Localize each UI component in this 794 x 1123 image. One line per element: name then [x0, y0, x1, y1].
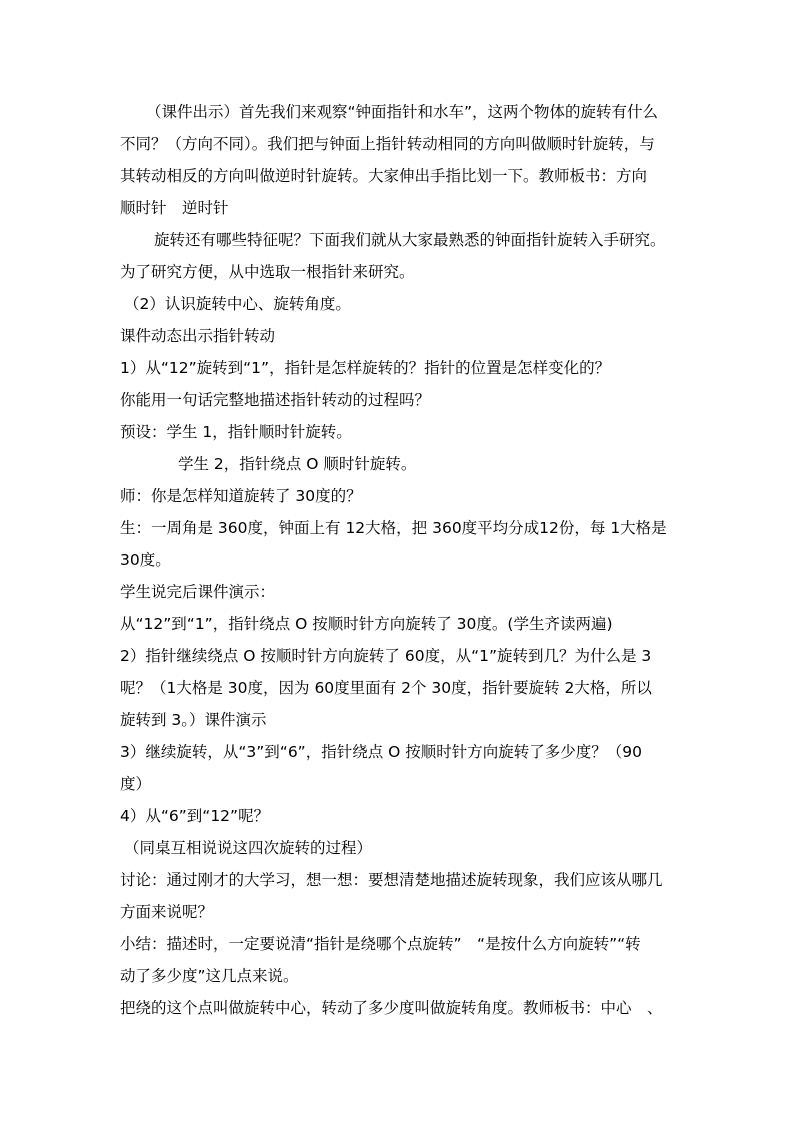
paragraph-line: 课件动态出示指针转动	[120, 327, 276, 345]
paragraph-line: （同桌互相说说这四次旋转的过程）	[124, 839, 373, 857]
question-line: 1）从“12”旋转到“1”，指针是怎样旋转的？指针的位置是怎样变化的？	[120, 359, 611, 377]
paragraph-line: 学生说完后课件演示：	[120, 583, 276, 601]
paragraph-line: 你能用一句话完整地描述指针转动的过程吗？	[120, 391, 431, 409]
lesson-text	[120, 96, 690, 1024]
paragraph-line: 为了研究方便，从中选取一根指针来研究。	[120, 263, 415, 281]
paragraph-line: 不同？（方向不同）。我们把与钟面上指针转动相同的方向叫做顺时针旋转，与	[120, 135, 655, 153]
paragraph-line: 旋转还有哪些特征呢？下面我们就从大家最熟悉的钟面指针旋转入手研究。	[154, 231, 666, 249]
paragraph-line: 把绕的这个点叫做旋转中心，转动了多少度叫做旋转角度。教师板书：中心 、	[120, 999, 663, 1017]
paragraph-line: 旋转到 3。）课件演示	[120, 711, 267, 729]
paragraph-line: 学生 2，指针绕点 O 顺时针旋转。	[178, 455, 417, 473]
paragraph-line: 生：一周角是 360度，钟面上有 12大格，把 360度平均分成12份，每 1大格是	[120, 519, 667, 537]
paragraph-line: 方面来说呢？	[120, 903, 214, 921]
paragraph-line: 其转动相反的方向叫做逆时针旋转。大家伸出手指比划一下。教师板书：方向	[120, 167, 648, 185]
paragraph-line: 度）	[120, 775, 152, 793]
section-heading: （2）认识旋转中心、旋转角度。	[124, 295, 351, 313]
paragraph-line: （课件出示）首先我们来观察“钟面指针和水车”，这两个物体的旋转有什么	[146, 103, 659, 121]
question-line: 3）继续旋转，从“3”到“6”，指针绕点 O 按顺时针方向旋转了多少度？（90	[120, 743, 642, 761]
paragraph-line: 讨论：通过刚才的大学习，想一想：要想清楚地描述旋转现象，我们应该从哪几	[120, 871, 663, 889]
paragraph-line: 顺时针 逆时针	[120, 199, 229, 217]
question-line: 4）从“6”到“12”呢？	[120, 807, 270, 825]
question-line: 2）指针继续绕点 O 按顺时针方向旋转了 60度，从“1”旋转到几？为什么是 3	[120, 647, 652, 665]
paragraph-line: 预设：学生 1，指针顺时针旋转。	[120, 423, 352, 441]
paragraph-line: 师：你是怎样知道旋转了 30度的？	[120, 487, 362, 505]
paragraph-line: 30度。	[120, 551, 171, 569]
paragraph-line: 从“12”到“1”，指针绕点 O 按顺时针方向旋转了 30度。(学生齐读两遍)	[120, 615, 613, 633]
paragraph-line: 小结：描述时，一定要说清“指针是绕哪个点旋转” “是按什么方向旋转”“转	[120, 935, 641, 953]
paragraph-line: 呢？（1大格是 30度，因为 60度里面有 2个 30度，指针要旋转 2大格，所以	[120, 679, 652, 697]
paragraph-line: 动了多少度”这几点来说。	[120, 967, 299, 985]
